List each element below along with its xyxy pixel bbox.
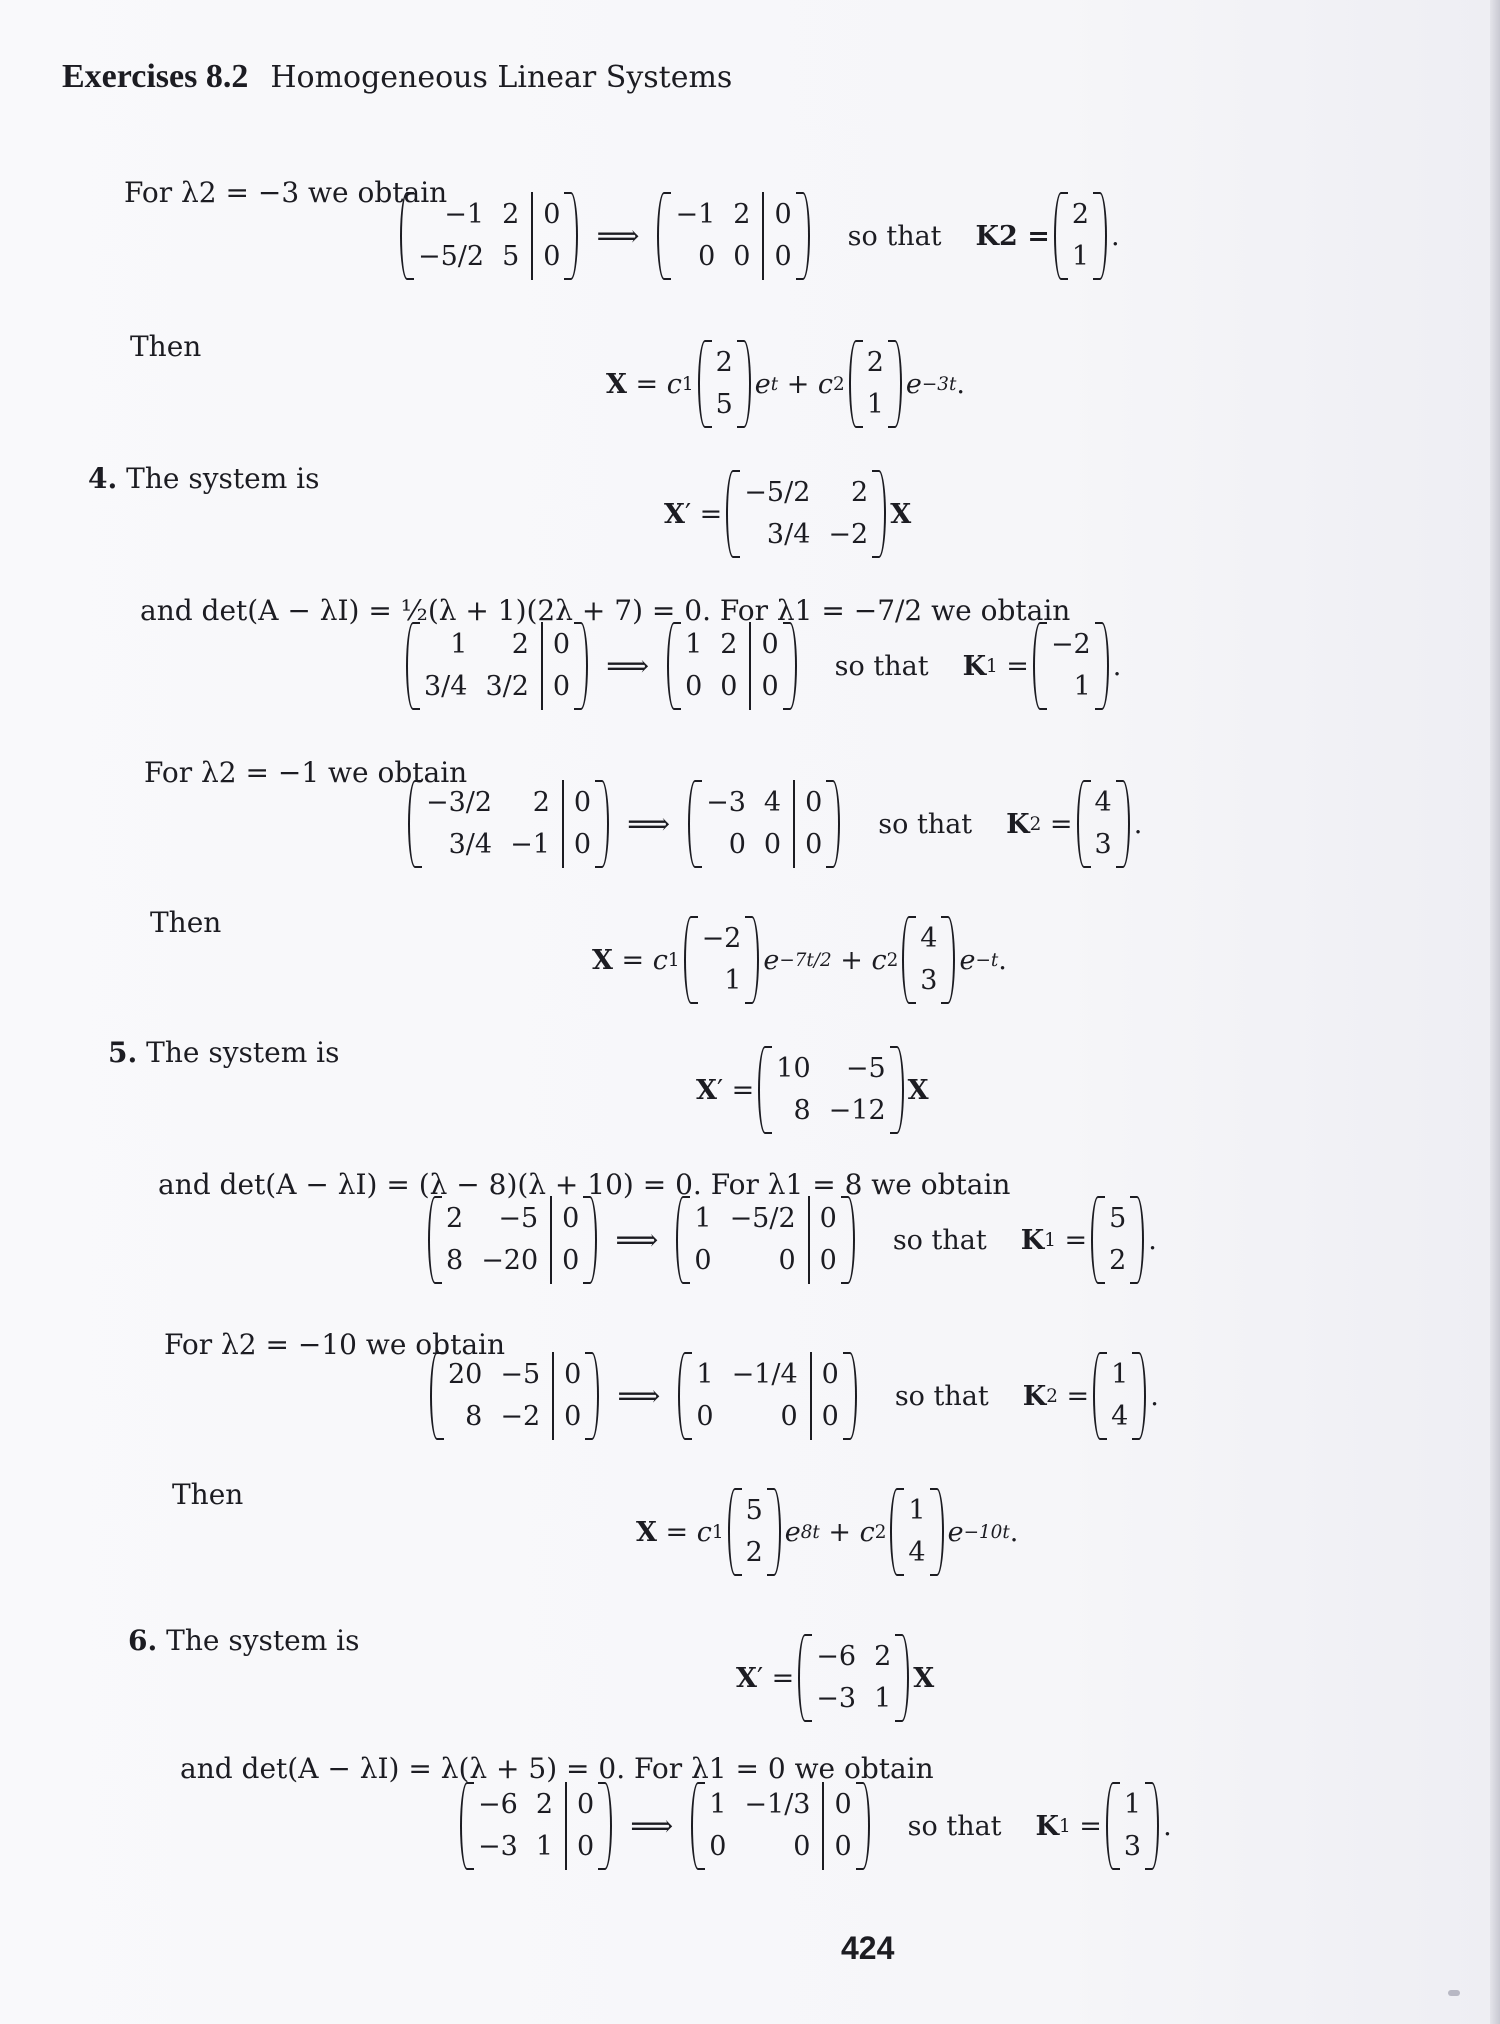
b3-right-matrix: −1 0 2 0 0 0	[657, 192, 809, 280]
b6-k1-vector: 1 3	[1106, 1782, 1159, 1870]
b5-det-text: and det(A − λI) = (λ − 8)(λ + 10) = 0. For λ1 = 8 we obtain	[158, 1168, 1011, 1201]
b6-system: X ′ = −6 −3 2 1 X	[736, 1634, 934, 1722]
exercise-4-heading: 4. The system is	[88, 462, 320, 495]
b3-left-matrix: −1 −5/2 2 5 0 0	[400, 192, 578, 280]
b4-system-matrix: −5/2 3/4 2 −2	[726, 470, 886, 558]
b5-general-solution: X = c 1 5 2 e 8t + c 2 1 4 e −10t .	[636, 1488, 1018, 1576]
b3-vector-2: 2 1	[849, 340, 902, 428]
for-lambda2-text: For λ2 = −3 we obtain	[124, 176, 448, 209]
k2-label: K2 =	[975, 220, 1050, 252]
b4-row-reduction-2: −3/2 3/4 2 −1 0 0 ⟹ −3 0 4 0 0 0 so that K 2 = 4 3 .	[404, 780, 1142, 868]
b5-system: X ′ = 10 8 −5 −12 X	[696, 1046, 929, 1134]
b4-k2-vector: 4 3	[1077, 780, 1130, 868]
so-that-text: so that	[847, 220, 942, 252]
then-text: Then	[130, 330, 202, 363]
b3-general-solution: X = c 1 2 5 e t + c 2 2 1 e −3t .	[606, 340, 965, 428]
b4-k1-vector: −2 1	[1033, 622, 1109, 710]
b5-for2-text: For λ2 = −10 we obtain	[164, 1328, 506, 1361]
b5-row-reduction-1: 2 8 −5 −20 0 0 ⟹ 1 0 −5/2 0 0 0 so that K 1 = 5 2 .	[424, 1196, 1157, 1284]
section-title: Homogeneous Linear Systems	[270, 60, 733, 95]
b6-row-reduction-1: −6 −3 2 1 0 0 ⟹ 1 0 −1/3 0 0 0 so that K 1 = 1 3 .	[456, 1782, 1172, 1870]
exercise-6-heading: 6. The system is	[128, 1624, 360, 1657]
section-number: Exercises 8.2	[62, 58, 249, 95]
page-edge-shadow	[1490, 0, 1500, 2024]
implies-arrow: ⟹	[596, 218, 640, 254]
b3-vector-1: 2 5	[698, 340, 751, 428]
page-header	[62, 58, 732, 96]
b4-general-solution: X = c 1 −2 1 e −7t/2 + c 2 4 3 e −t .	[592, 916, 1007, 1004]
b4-for2-text: For λ2 = −1 we obtain	[144, 756, 468, 789]
b3-row-reduction: −1 −5/2 2 5 0 0 ⟹ −1 0 2 0 0 0 so that K2 = 2 1 .	[396, 192, 1120, 280]
b5-row-reduction-2: 20 8 −5 −2 0 0 ⟹ 1 0 −1/4 0 0 0 so that K 2 = 1 4 .	[426, 1352, 1159, 1440]
b4-row-reduction-1: 1 3/4 2 3/2 0 0 ⟹ 1 0 2 0 0 0 so that K 1 = −2 1 .	[402, 622, 1121, 710]
exercise-5-heading: 5. The system is	[108, 1036, 340, 1069]
b5-k1-vector: 5 2	[1091, 1196, 1144, 1284]
b5-k2-vector: 1 4	[1093, 1352, 1146, 1440]
b6-det-text: and det(A − λI) = λ(λ + 5) = 0. For λ1 = 0 we obtain	[180, 1752, 934, 1785]
b3-k2-vector: 2 1	[1054, 192, 1107, 280]
then-text: Then	[172, 1478, 244, 1511]
page-number: 424	[841, 1930, 895, 1966]
b4-system: X ′ = −5/2 3/4 2 −2 X	[664, 470, 911, 558]
b4-det-text: and det(A − λI) = ½(λ + 1)(2λ + 7) = 0. For λ1 = −7/2 we obtain	[140, 594, 1071, 627]
then-text: Then	[150, 906, 222, 939]
scan-speck	[1448, 1990, 1460, 1996]
